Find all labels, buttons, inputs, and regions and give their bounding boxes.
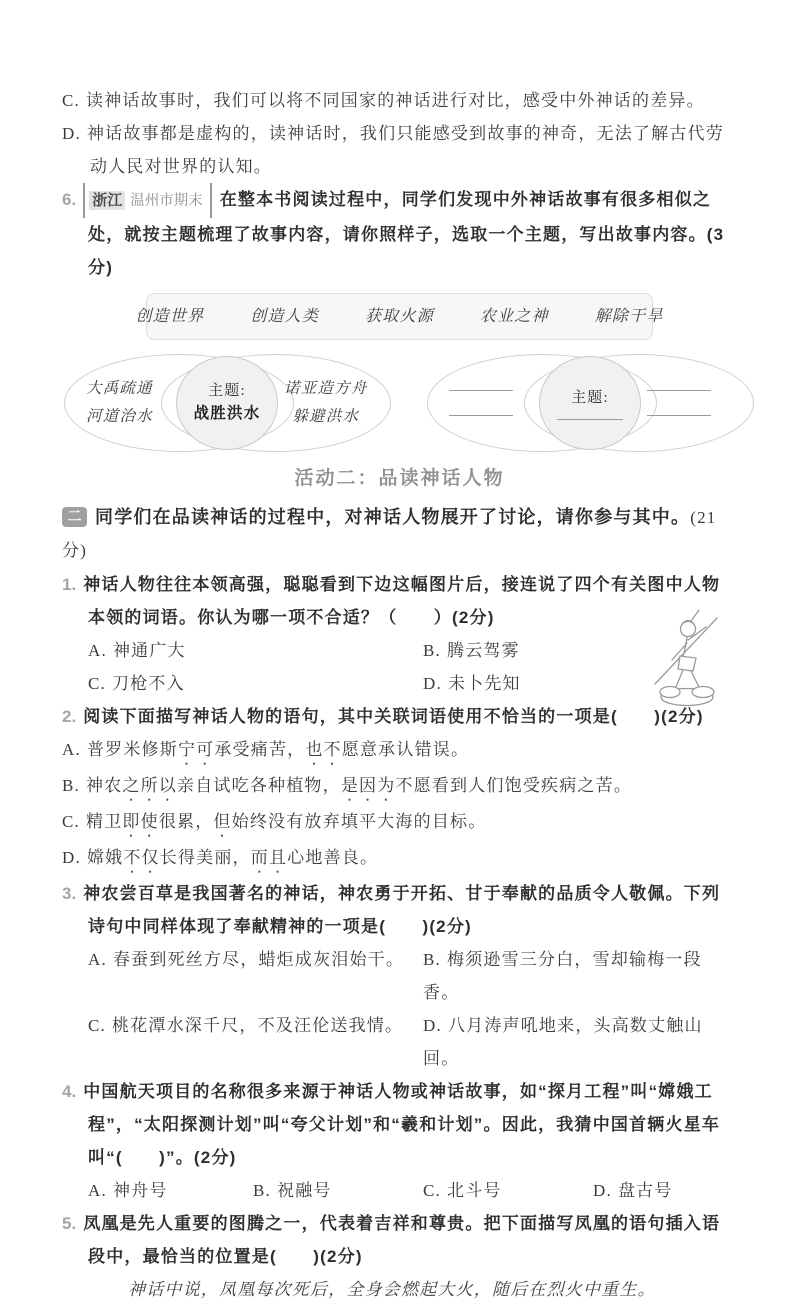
source-label: 温州市期末 bbox=[130, 193, 203, 209]
option-text: 神舟号 bbox=[112, 1181, 168, 1200]
prev-option-c bbox=[62, 84, 737, 117]
venn-right-blanks bbox=[647, 379, 711, 427]
question-stem: 中国航天项目的名称很多来源于神话人物或神话故事，如“探月工程”叫“嫦娥工程”，“太阳探测计划”叫“夸父计划”和“羲和计划”。因此，我猜中国首辆火星车叫“( )”。(2分) bbox=[83, 1082, 721, 1167]
option-label: B. bbox=[423, 641, 441, 660]
question-stem: 凤凰是先人重要的图腾之一，代表着吉祥和尊贵。把下面描写凤凰的语句插入语段中，最恰当的位置是( )(2分) bbox=[83, 1214, 721, 1266]
option-label: D. bbox=[423, 674, 442, 693]
question-1-stem bbox=[62, 568, 737, 634]
prev-option-d bbox=[62, 117, 737, 183]
activity-marker: 二 bbox=[62, 507, 87, 527]
question-6-stem-line bbox=[62, 183, 737, 284]
question-6 bbox=[62, 183, 737, 452]
option-text: 盘古号 bbox=[617, 1181, 673, 1200]
question-2-stem bbox=[62, 700, 737, 733]
option-label: A. bbox=[88, 641, 107, 660]
option-d bbox=[62, 841, 737, 877]
option-label: C. bbox=[62, 812, 80, 831]
option-text: 精卫即使很累，但始终没有放弃填平大海的目标。 bbox=[86, 812, 487, 831]
question-stem: 阅读下面描写神话人物的语句，其中关联词语使用不恰当的一项是( )(2分) bbox=[83, 707, 704, 726]
question-number: 1. bbox=[62, 575, 77, 594]
venn-diagram-blank bbox=[427, 354, 752, 452]
theme-label: 主题: bbox=[571, 389, 609, 406]
venn-diagrams bbox=[64, 354, 737, 452]
insert-sentence: 神话中说，凤凰每次死后，全身会燃起大火，随后在烈火中重生。 bbox=[128, 1280, 656, 1299]
source-badge bbox=[83, 183, 212, 218]
option-text: 腾云驾雾 bbox=[447, 641, 520, 660]
question-3-options bbox=[62, 943, 737, 1075]
question-number: 6. bbox=[62, 190, 77, 209]
option-d bbox=[423, 1009, 737, 1075]
option-d bbox=[593, 1174, 737, 1207]
venn-text-line: 诺亚造方舟 bbox=[284, 380, 368, 397]
option-text: 神农之所以亲自试吃各种植物，是因为不愿看到人们饱受疾病之苦。 bbox=[86, 776, 633, 795]
option-label: A. bbox=[62, 740, 81, 759]
option-c bbox=[88, 1009, 423, 1075]
word-bank bbox=[135, 293, 664, 340]
option-text: 嫦娥不仅长得美丽，而且心地善良。 bbox=[86, 848, 379, 867]
option-text: 读神话故事时，我们可以将不同国家的神话进行对比，感受中外神话的差异。 bbox=[86, 91, 705, 110]
region-badge: 浙江 bbox=[89, 191, 125, 210]
option-a bbox=[88, 634, 423, 667]
option-c bbox=[423, 1174, 593, 1207]
venn-center-theme bbox=[176, 356, 278, 450]
option-b bbox=[62, 769, 737, 805]
question-number: 3. bbox=[62, 884, 77, 903]
activity-stem-text: 同学们在品读神话的过程中，对神话人物展开了讨论，请你参与其中。 bbox=[95, 507, 691, 527]
option-text: 神通广大 bbox=[112, 641, 186, 660]
option-text: 祝融号 bbox=[277, 1181, 332, 1200]
option-b bbox=[253, 1174, 423, 1207]
question-2 bbox=[62, 700, 737, 877]
answer-blank-line bbox=[647, 390, 711, 391]
question-stem: 神农尝百草是我国著名的神话，神农勇于开拓、甘于奉献的品质令人敬佩。下列诗句中同样体现了奉献精神的一项是( )(2分) bbox=[83, 884, 721, 936]
word-bank-item: 解除干旱 bbox=[594, 308, 664, 325]
option-label: C. bbox=[62, 91, 80, 110]
word-bank-item: 获取火源 bbox=[365, 308, 434, 325]
option-label: D. bbox=[423, 1016, 442, 1035]
activity-stem bbox=[62, 501, 737, 567]
question-4 bbox=[62, 1075, 737, 1207]
venn-right-text bbox=[284, 376, 368, 430]
option-label: C. bbox=[423, 1181, 441, 1200]
option-label: A. bbox=[88, 1181, 107, 1200]
venn-left-blanks bbox=[449, 379, 513, 427]
option-label: D. bbox=[593, 1181, 612, 1200]
answer-blank-line bbox=[557, 419, 623, 420]
option-c bbox=[62, 805, 737, 841]
option-label: A. bbox=[88, 950, 107, 969]
option-text: 桃花潭水深千尺，不及汪伦送我情。 bbox=[112, 1016, 404, 1035]
option-label: C. bbox=[88, 1016, 106, 1035]
points-label: (21分) bbox=[62, 508, 717, 560]
venn-text-line: 躲避洪水 bbox=[292, 408, 360, 425]
question-3-stem bbox=[62, 877, 737, 943]
activity-title: 活动二：品读神话人物 bbox=[294, 468, 505, 489]
option-label: D. bbox=[62, 848, 81, 867]
option-text: 刀枪不入 bbox=[112, 674, 185, 693]
word-bank-item: 农业之神 bbox=[479, 308, 549, 325]
option-text: 神话故事都是虚构的，读神话时，我们只能感受到故事的神奇，无法了解古代劳动人民对世界的认知。 bbox=[86, 124, 724, 176]
option-text: 北斗号 bbox=[447, 1181, 502, 1200]
question-number: 2. bbox=[62, 707, 77, 726]
answer-blank-line bbox=[449, 415, 513, 416]
option-a bbox=[88, 1174, 253, 1207]
venn-diagram-example bbox=[64, 354, 389, 452]
option-a bbox=[88, 943, 423, 1009]
option-text: 八月涛声吼地来，头高数丈触山回。 bbox=[423, 1016, 703, 1068]
answer-blank-line bbox=[647, 415, 711, 416]
option-b bbox=[423, 943, 737, 1009]
option-a bbox=[62, 733, 737, 769]
theme-value: 战胜洪水 bbox=[193, 405, 261, 422]
word-bank-item: 创造人类 bbox=[250, 308, 320, 325]
question-5-stem bbox=[62, 1207, 737, 1273]
question-4-options bbox=[62, 1174, 737, 1207]
answer-blank-line bbox=[449, 390, 513, 391]
question-number: 5. bbox=[62, 1214, 77, 1233]
question-1-options bbox=[62, 634, 737, 700]
venn-text-line: 大禹疏通 bbox=[86, 380, 153, 397]
option-text: 春蚕到死丝方尽，蜡炬成灰泪始干。 bbox=[112, 950, 405, 969]
question-stem: 神话人物往往本领高强，聪聪看到下边这幅图片后，接连说了四个有关图中人物本领的词语。你认为哪一项不合适？（ ）(2分) bbox=[83, 575, 721, 627]
option-label: C. bbox=[88, 674, 106, 693]
option-label: B. bbox=[253, 1181, 271, 1200]
question-number: 4. bbox=[62, 1082, 77, 1101]
option-label: D. bbox=[62, 124, 81, 143]
option-label: B. bbox=[62, 776, 80, 795]
theme-label: 主题: bbox=[208, 383, 246, 399]
venn-left-text bbox=[86, 376, 153, 430]
question-stem: 在整本书阅读过程中，同学们发现中外神话故事有很多相似之处，就按主题梳理了故事内容，请你照样子，选取一个主题，写出故事内容。(3分) bbox=[88, 190, 725, 277]
venn-text-line: 河道治水 bbox=[86, 408, 153, 425]
option-label: B. bbox=[423, 950, 441, 969]
question-5 bbox=[62, 1207, 737, 1306]
option-c bbox=[88, 667, 423, 700]
option-text: 未卜先知 bbox=[447, 674, 521, 693]
venn-center-theme bbox=[539, 356, 641, 450]
question-3 bbox=[62, 877, 737, 1075]
monkey-king-illustration bbox=[643, 604, 731, 719]
option-text: 梅须逊雪三分白，雪却输梅一段香。 bbox=[423, 950, 702, 1002]
question-4-stem bbox=[62, 1075, 737, 1174]
word-bank-item: 创造世界 bbox=[135, 308, 205, 325]
option-text: 普罗米修斯宁可承受痛苦，也不愿意承认错误。 bbox=[86, 740, 470, 759]
question-1 bbox=[62, 568, 737, 700]
